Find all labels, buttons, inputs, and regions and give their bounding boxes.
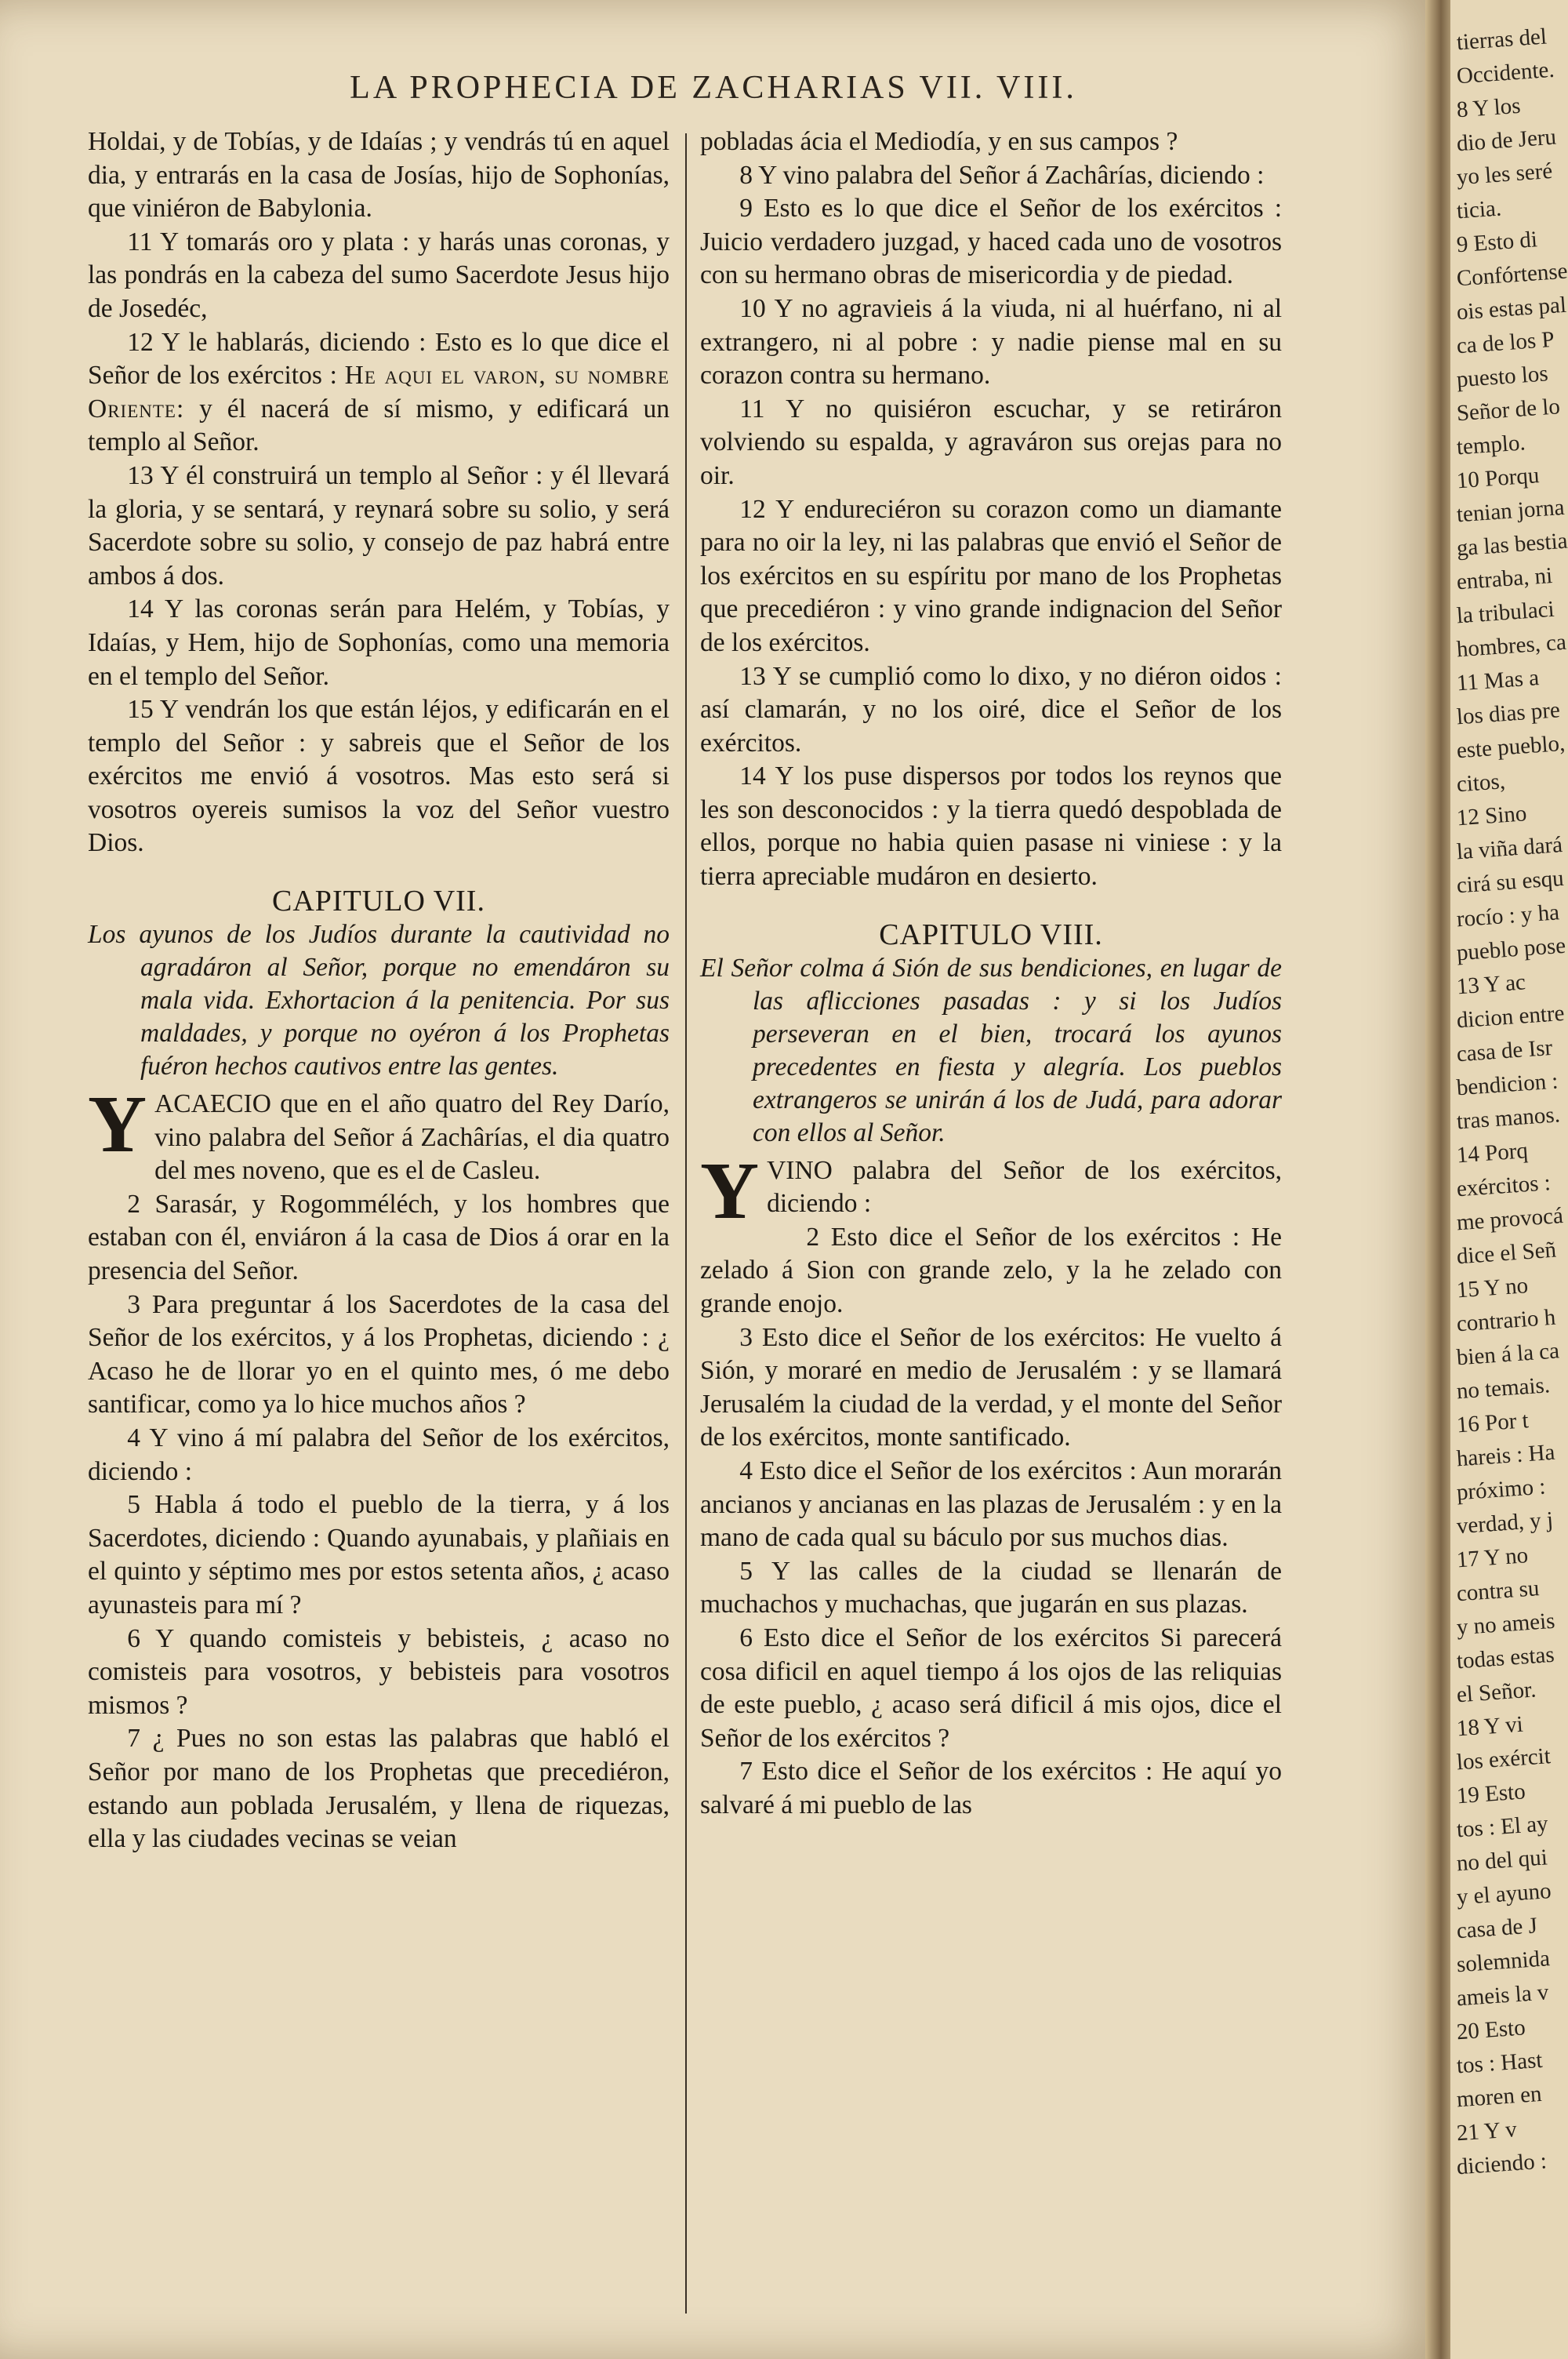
facing-page-line: 18 Y vi xyxy=(1455,1711,1524,1742)
facing-page-line: bien á la ca xyxy=(1455,1338,1560,1371)
facing-page-line: entraba, ni xyxy=(1455,562,1554,595)
facing-page-line: el Señor. xyxy=(1455,1677,1537,1708)
facing-page-line: tras manos. xyxy=(1455,1102,1561,1135)
facing-page-line: Occidente. xyxy=(1455,56,1555,89)
verse xyxy=(88,1079,670,1188)
facing-page-line: ticia. xyxy=(1455,195,1503,224)
facing-page-line: la tribulaci xyxy=(1455,596,1555,629)
verse: 8 Y vino palabra del Señor á Zachârías, diciendo : xyxy=(739,160,1265,190)
facing-page-line: contrario h xyxy=(1455,1304,1557,1337)
drop-cap: Y xyxy=(88,1079,147,1170)
facing-page-line: pueblo pose xyxy=(1455,932,1567,966)
facing-page-line: Señor de lo xyxy=(1455,394,1561,427)
facing-page-line: no del qui xyxy=(1455,1845,1548,1877)
facing-page-line: verdad, y j xyxy=(1455,1507,1554,1539)
facing-page-line: rocío : y ha xyxy=(1455,900,1561,932)
running-head: LA PROPHECIA DE ZACHARIAS VII. VIII. xyxy=(350,70,1077,106)
facing-page-line: puesto los xyxy=(1455,361,1549,393)
left-column xyxy=(88,125,670,1856)
facing-page-line: 16 Por t xyxy=(1455,1408,1530,1438)
verse: 2 Sarasár, y Rogomméléch, y los hombres que estaban con él, enviáron á la casa de Dios á orar en la presencia del Señor. xyxy=(88,1189,670,1286)
facing-page-line: ga las bestia xyxy=(1455,528,1568,562)
verse: 13 Y él construirá un templo al Señor : y él llevará la gloria, y se sentará, y reynará sobre su solio, y será Sacerdote sobre su solio, y consejo de paz habrá entre ambos á dos. xyxy=(88,460,670,591)
facing-page-line: 20 Esto xyxy=(1455,2015,1526,2045)
verse xyxy=(700,1145,1282,1236)
verse: 15 Y vendrán los que están léjos, y edificarán en el templo del Señor : y sabreis que el Señor de los exércitos me envió á vosotros. Mas esto será si vosotros oyereis sumisos la voz del Señor vuestro Dios. xyxy=(88,695,670,858)
verse-text: VINO palabra del Señor de los exércitos, diciendo : xyxy=(767,1155,1282,1219)
chapter-summary: Los ayunos de los Judíos durante la cautividad no agradáron al Señor, porque no emendáron su mala vida. Exhortacion á la penitencia. Por sus maldades, y porque no oyéron á los Prophetas fuéron hechos cautivos entre las gentes. xyxy=(88,920,670,1081)
verse-text: y él nacerá de sí mismo, y edificará un templo al Señor. xyxy=(88,394,670,457)
facing-page-line: 12 Sino xyxy=(1455,801,1528,831)
facing-page-line: todas estas xyxy=(1455,1641,1555,1674)
facing-page-line: este pueblo, xyxy=(1455,730,1566,764)
facing-page-line: ois estas pal xyxy=(1455,292,1567,325)
facing-page-line: la viña dará xyxy=(1455,832,1563,865)
facing-page-line: contra su xyxy=(1455,1576,1541,1607)
facing-page-line: dicion entre xyxy=(1455,1000,1566,1034)
emphasis-text: He aqui el varon, su nombre Oriente: xyxy=(88,361,670,423)
facing-page xyxy=(1450,0,1568,2359)
right-column xyxy=(700,125,1282,1823)
verse: 4 Esto dice el Señor de los exércitos : Aun morarán ancianos y ancianas en las plazas de Jerusalém : y en la mano de cada qual su báculo por sus muchos dias. xyxy=(700,1456,1282,1553)
verse-text: 12 Y le hablarás, diciendo : Esto es lo que dice el Señor de los exércitos : xyxy=(88,327,670,391)
verse: 14 Y las coronas serán para Helém, y Tobías, y Idaías, y Hem, hijo de Sophonías, como una memoria en el templo del Señor. xyxy=(88,594,670,691)
chapter-heading: CAPITULO VIII. xyxy=(879,918,1103,951)
facing-page-line: 14 Porq xyxy=(1455,1138,1529,1169)
verse: 3 Para preguntar á los Sacerdotes de la casa del Señor de los exércitos, y á los Prophetas, diciendo : ¿ Acaso he de llorar yo en el quinto mes, ó me debo santificar, como ya lo hice muchos años ? xyxy=(88,1289,670,1419)
facing-page-line: 19 Esto xyxy=(1455,1779,1526,1809)
verse: 7 ¿ Pues no son estas las palabras que habló el Señor por mano de los Prophetas que precediéron, estando aun poblada Jerusalém, y llena de riquezas, ella y las ciudades vecinas se veian xyxy=(88,1724,670,1854)
chapter-summary: El Señor colma á Sión de sus bendiciones, en lugar de las aflicciones pasadas : y si los Judíos perseveran en el bien, trocará los ayunos precedentes en fiesta y alegría. Los pueblos extrangeros se unirán á los de Judá, para adorar con ellos al Señor. xyxy=(700,953,1282,1147)
facing-page-line: no temais. xyxy=(1455,1372,1551,1405)
facing-page-line: diciendo : xyxy=(1455,2148,1548,2180)
facing-page-line: dio de Jeru xyxy=(1455,124,1558,157)
facing-page-line: tenian jorna xyxy=(1455,494,1566,528)
verse: 14 Y los puse dispersos por todos los reynos que les son desconocidos : y la tierra quedó despoblada de ellos, porque no habia quien pasase ni viniese : y la tierra apreciable mudáron en desierto. xyxy=(700,761,1282,892)
facing-page-line: ca de los P xyxy=(1455,326,1555,359)
facing-page-line: dice el Señ xyxy=(1455,1237,1557,1270)
facing-page-line: 13 Y ac xyxy=(1455,969,1526,1000)
facing-page-line: 9 Esto di xyxy=(1455,227,1538,258)
facing-page-line: cirá su esqu xyxy=(1455,865,1565,899)
verse: 2 Esto dice el Señor de los exércitos : He zelado á Sion con grande zelo, y la he zelado con grande enojo. xyxy=(700,1222,1282,1319)
verse: 10 Y no agravieis á la viuda, ni al huérfano, ni al extrangero, ni al pobre : y nadie piense mal en su corazon contra su hermano. xyxy=(700,293,1282,391)
facing-page-text xyxy=(1450,0,1568,2185)
facing-page-line: yo les seré xyxy=(1455,158,1554,191)
column-rule xyxy=(685,133,687,2314)
facing-page-line: 17 Y no xyxy=(1455,1543,1530,1573)
facing-page-line: tos : Hast xyxy=(1455,2047,1544,2079)
verse: 6 Y quando comisteis y bebisteis, ¿ acaso no comisteis para vosotros, y bebisteis para vosotros mismos ? xyxy=(88,1623,670,1720)
verse: 13 Y se cumplió como lo dixo, y no diéron oidos : así clamarán, y no los oiré, dice el Señor de los exércitos. xyxy=(700,661,1282,758)
facing-page-line: 21 Y v xyxy=(1455,2117,1518,2146)
facing-page-line: bendicion : xyxy=(1455,1068,1559,1101)
paragraph: pobladas ácia el Mediodía, y en sus campos ? xyxy=(700,127,1178,156)
facing-page-line: los dias pre xyxy=(1455,697,1561,730)
verse: 5 Y las calles de la ciudad se llenarán de muchachos y muchachas, que jugarán en sus plazas. xyxy=(700,1556,1282,1619)
facing-page-line: citos, xyxy=(1455,769,1506,798)
verse: 7 Esto dice el Señor de los exércitos : He aquí yo salvaré á mi pueblo de las xyxy=(700,1757,1282,1819)
facing-page-line: solemnida xyxy=(1455,1946,1551,1978)
facing-page-line: 10 Porqu xyxy=(1455,463,1541,494)
facing-page-line: y el ayuno xyxy=(1455,1878,1552,1910)
facing-page-line: hombres, ca xyxy=(1455,629,1567,663)
facing-page-line: próximo : xyxy=(1455,1474,1547,1506)
verse: 4 Y vino á mí palabra del Señor de los exércitos, diciendo : xyxy=(88,1423,670,1486)
paragraph: Holdai, y de Tobías, y de Idaías ; y vendrás tú en aquel dia, y entrarás en la casa de Josías, hijo de Sophonías, que viniéron de Babylonia. xyxy=(88,127,670,224)
facing-page-line: casa de J xyxy=(1455,1913,1538,1944)
facing-page-line: 11 Mas a xyxy=(1455,665,1541,696)
verse xyxy=(88,326,670,460)
facing-page-line: tos : El ay xyxy=(1455,1811,1549,1843)
facing-page-line: ameis la v xyxy=(1455,1979,1550,2012)
facing-page-line: moren en xyxy=(1455,2081,1543,2113)
verse-text: ACAECIO que en el año quatro del Rey Darío, vino palabra del Señor á Zachârías, el dia quatro del mes noveno, que es el de Casleu. xyxy=(154,1089,670,1186)
facing-page-line: y no ameis xyxy=(1455,1608,1556,1641)
facing-page-line: me provocá xyxy=(1455,1202,1564,1236)
facing-page-line: 8 Y los xyxy=(1455,93,1522,123)
verse: 5 Habla á todo el pueblo de la tierra, y á los Sacerdotes, diciendo : Quando ayunabais, y plañiais en el quinto y séptimo mes por estos setenta años, ¿ acaso ayunasteis para mí ? xyxy=(88,1490,670,1619)
facing-page-line: exércitos : xyxy=(1455,1170,1552,1202)
verse: 3 Esto dice el Señor de los exércitos: He vuelto á Sión, y moraré en medio de Jerusalém : y se llamará Jerusalém la ciudad de la verdad, y el monte del Señor de los exércitos, monte santificado. xyxy=(700,1322,1282,1452)
drop-cap: Y xyxy=(700,1145,760,1236)
facing-page-line: 15 Y no xyxy=(1455,1273,1530,1303)
facing-page-line: Confórtense xyxy=(1455,258,1568,292)
verse: 11 Y tomarás oro y plata : y harás unas coronas, y las pondrás en la cabeza del sumo Sacerdote Jesus hijo de Josedéc, xyxy=(88,227,670,323)
chapter-heading: CAPITULO VII. xyxy=(272,885,485,918)
verse: 9 Esto es lo que dice el Señor de los exércitos : Juicio verdadero juzgad, y haced cada uno de vosotros con su hermano obras de misericordia y de piedad. xyxy=(700,194,1282,290)
verse: 12 Y endureciéron su corazon como un diamante para no oir la ley, ni las palabras que envió el Señor de los exércitos en su espíritu por mano de los Prophetas que precediéron : y vino grande indignacion del Señor de los exércitos. xyxy=(700,494,1282,657)
verse: 11 Y no quisiéron escuchar, y se retiráron volviendo su espalda, y agraváron sus orejas para no oir. xyxy=(700,394,1282,490)
facing-page-line: templo. xyxy=(1455,430,1526,460)
facing-page-line: los exércit xyxy=(1455,1743,1552,1776)
facing-page-line: casa de Isr xyxy=(1455,1034,1554,1067)
facing-page-line: tierras del xyxy=(1455,24,1548,56)
facing-page-line: hareis : Ha xyxy=(1455,1439,1556,1472)
verse: 6 Esto dice el Señor de los exércitos Si parecerá cosa dificil en aquel tiempo á los ojos de las reliquias de este pueblo, ¿ acaso será dificil á mis ojos, dice el Señor de los exércitos ? xyxy=(700,1623,1282,1753)
